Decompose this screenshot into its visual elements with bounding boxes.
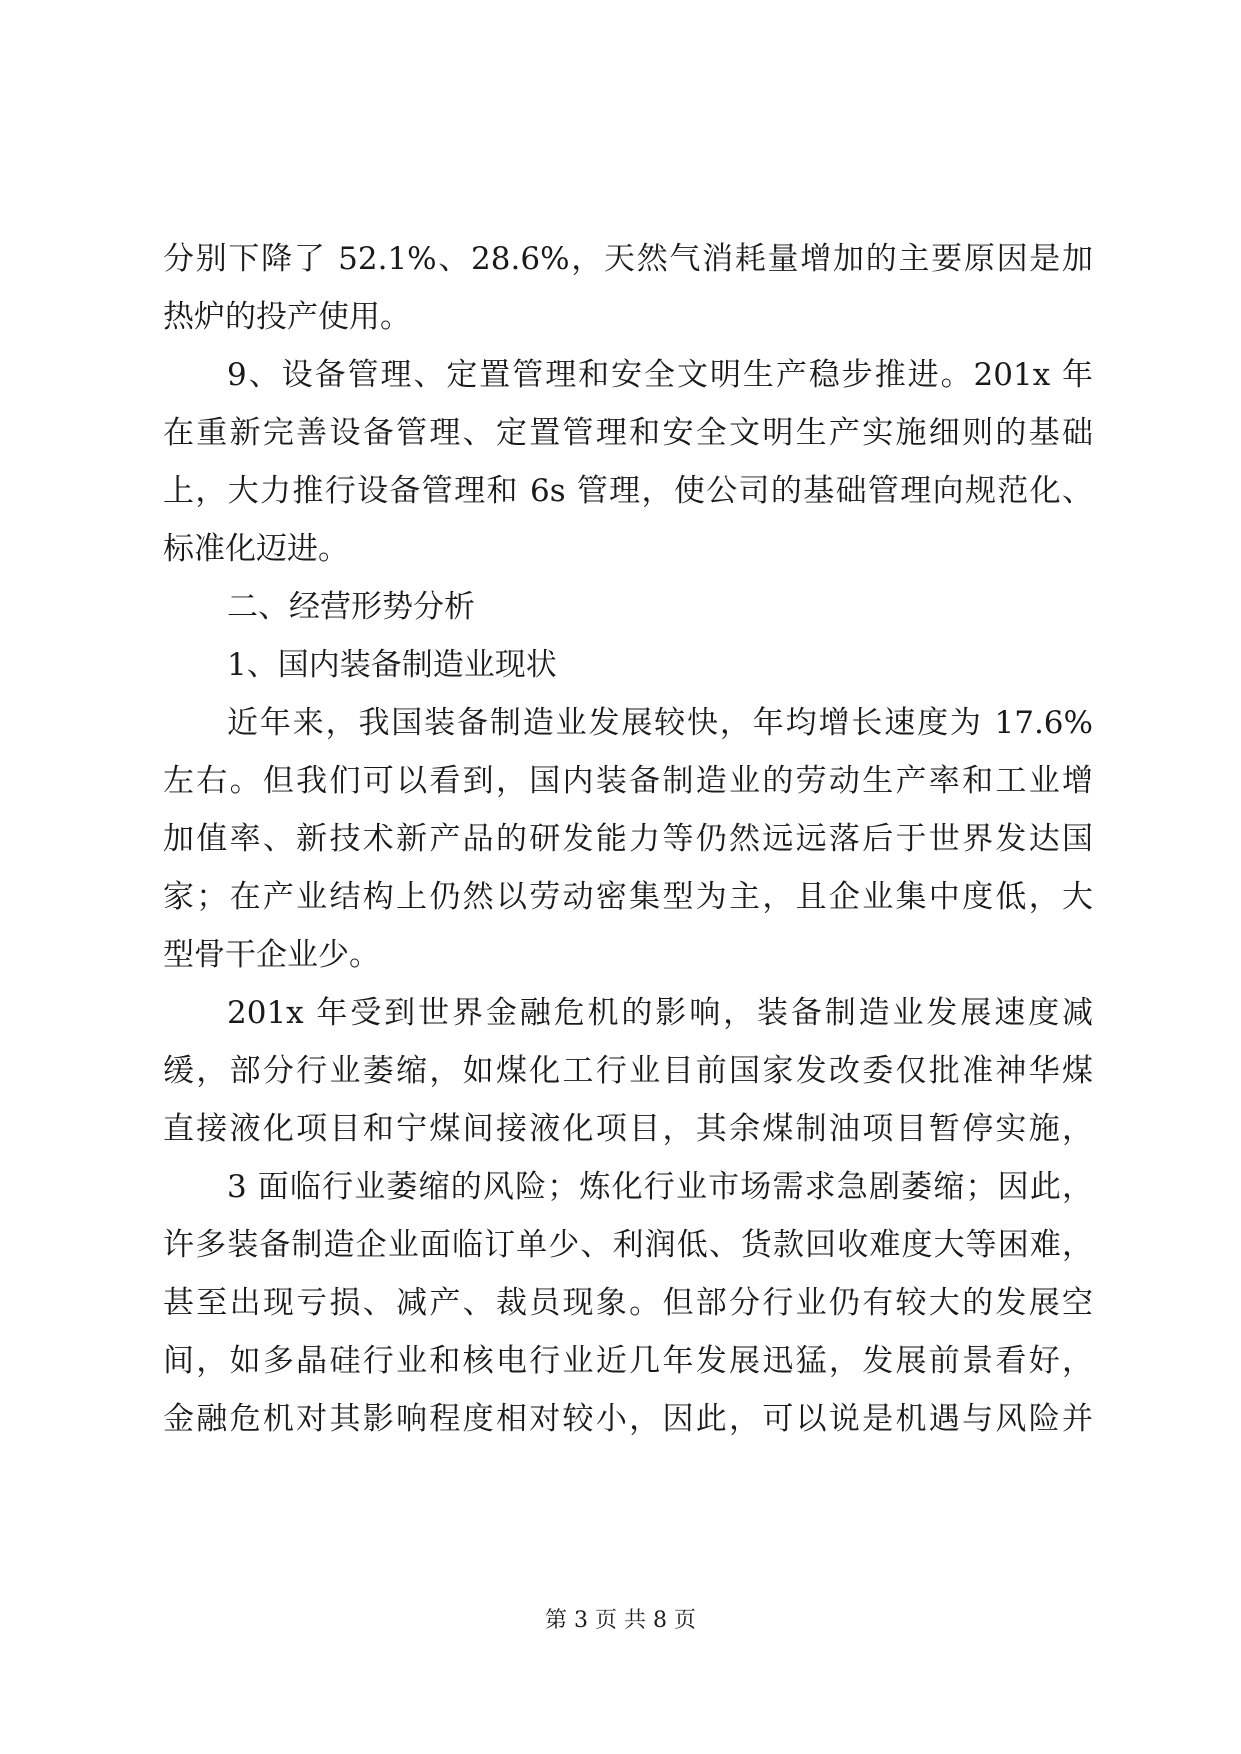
- text-line: 热炉的投产使用。: [163, 299, 411, 335]
- page-number: 第 3 页 共 8 页: [545, 1608, 696, 1633]
- body-text: [163, 230, 1093, 1448]
- text-line: 金融危机对其影响程度相对较小，因此，可以说是机遇与风险并: [163, 1401, 1093, 1437]
- text-line: 近年来，我国装备制造业发展较快，年均增长速度为 17.6%: [227, 705, 1093, 741]
- subsection-heading: 1、国内装备制造业现状: [227, 647, 557, 683]
- text-line: 在重新完善设备管理、定置管理和安全文明生产实施细则的基础: [163, 415, 1093, 451]
- text-line: 甚至出现亏损、减产、裁员现象。但部分行业仍有较大的发展空: [163, 1285, 1093, 1321]
- text-line: 许多装备制造企业面临订单少、利润低、货款回收难度大等困难，: [163, 1227, 1093, 1263]
- text-line: 上，大力推行设备管理和 6s 管理，使公司的基础管理向规范化、: [163, 473, 1093, 509]
- text-line: 家；在产业结构上仍然以劳动密集型为主，且企业集中度低，大: [163, 879, 1093, 915]
- text-line: 型骨干企业少。: [163, 937, 380, 973]
- text-line: 201x 年受到世界金融危机的影响，装备制造业发展速度减: [227, 995, 1093, 1031]
- text-line: 加值率、新技术新产品的研发能力等仍然远远落后于世界发达国: [163, 821, 1093, 857]
- text-line: 缓，部分行业萎缩，如煤化工行业目前国家发改委仅批准神华煤: [163, 1053, 1093, 1089]
- text-line: 直接液化项目和宁煤间接液化项目，其余煤制油项目暂停实施，: [163, 1111, 1093, 1147]
- text-line: 左右。但我们可以看到，国内装备制造业的劳动生产率和工业增: [163, 763, 1093, 799]
- text-line: 分别下降了 52.1%、28.6%，天然气消耗量增加的主要原因是加: [163, 241, 1093, 277]
- text-line: 间，如多晶硅行业和核电行业近几年发展迅猛，发展前景看好，: [163, 1343, 1093, 1379]
- text-line: 9、设备管理、定置管理和安全文明生产稳步推进。201x 年: [227, 357, 1093, 393]
- text-line: 3 面临行业萎缩的风险；炼化行业市场需求急剧萎缩；因此，: [227, 1169, 1093, 1205]
- section-heading: 二、经营形势分析: [227, 589, 475, 625]
- text-line: 标准化迈进。: [163, 531, 349, 567]
